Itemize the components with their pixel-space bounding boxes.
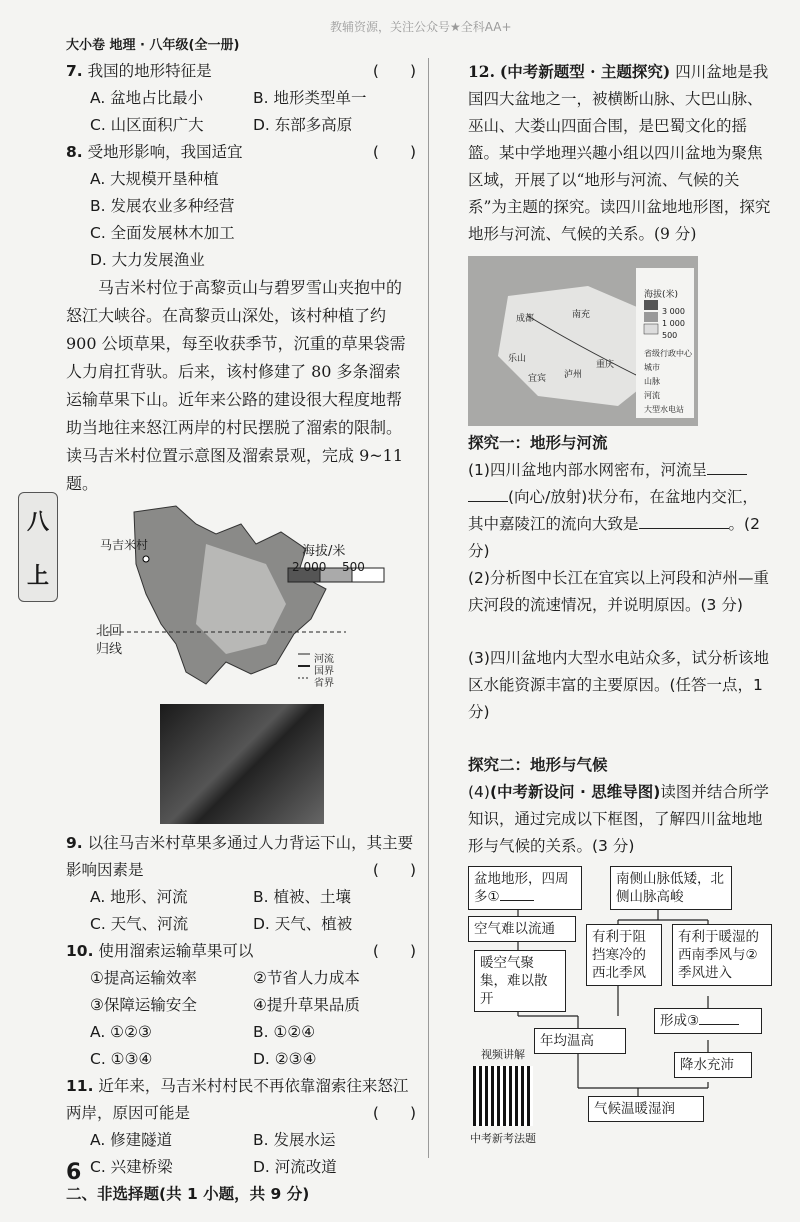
section-2-heading: 二、非选择题(共 1 小题，共 9 分) [66,1185,310,1203]
q10-options [66,1019,416,1073]
flow-box-9: 降水充沛 [674,1052,752,1078]
map2-k5: 大型水电站 [644,405,684,414]
city-luzhou: 泸州 [564,370,583,380]
option[interactable]: B. 发展农业多种经营 [90,197,235,215]
map2-l2: 1 000 [662,319,685,328]
option[interactable]: C. ①③④ [90,1050,153,1068]
q12-tag: (中考新题型 · 主题探究) [499,62,671,81]
qr-label-bottom: 中考新考法题 [470,1132,536,1145]
legend-river: 河流 [314,654,334,665]
q12-stem [468,58,773,248]
side-tab-char-1: 八 [26,509,49,535]
q10 [66,938,416,1073]
map-tropic-1: 北回 [96,624,123,639]
sichuan-basin-map [468,256,698,426]
page-header: 大小卷 地理 · 八年级(全一册) [66,38,240,53]
statement: ①提高运输效率 [90,969,197,987]
flow-box-3: 空气难以流通 [468,916,576,942]
option[interactable]: D. ②③④ [253,1050,317,1068]
q10-number: 10. [66,942,94,960]
q1-text-b: (向心/放射)状分布，在盆地内交汇，其中嘉陵江的流向大致是 [468,488,758,533]
option[interactable]: B. 植被、土壤 [253,888,351,906]
answer-paren[interactable]: ( ) [372,861,416,879]
q7-stem [66,58,416,85]
statement: ③保障运输安全 [90,996,197,1014]
answer-blank[interactable] [699,1024,739,1025]
flow-box-7: 年均温高 [534,1028,626,1054]
flow-box-5: 有利于暖湿的西南季风与② 季风进入 [672,924,772,986]
q8-text: 受地形影响，我国适宜 [87,143,243,161]
option[interactable]: B. ①②④ [253,1023,316,1041]
right-column [468,58,785,1136]
explore-1-q1 [468,457,773,565]
q7-options [66,85,416,139]
map-label-village: 马吉米村 [100,538,149,552]
flow-box-6: 暖空气聚集，难以散开 [474,950,566,1012]
explore-1-q3: (3)四川盆地内大型水电站众多，试分析该地区水能资源丰富的主要原因。(任答一点，1 分) [468,649,769,721]
explore-1-q2: (2)分析图中长江在宜宾以上河段和泸州—重庆河段的流速情况，并说明原因。(3 分) [468,569,769,614]
option[interactable]: D. 河流改道 [253,1158,337,1176]
statement: ④提升草果品质 [253,996,360,1014]
flow-box-8 [654,1008,762,1034]
q12-text: 四川盆地是我国四大盆地之一，被横断山脉、大巴山脉、巫山、大娄山四面合围，是巴蜀文化的摇篮。某中学地理兴趣小组以四川盆地为聚焦区域，开展了以“地形与河流、气候的关系”为主题的探究。读四川盆地地形图，探究地形与河流、气候的关系。(9 分) [468,63,771,243]
legend-province: 省界 [314,678,334,689]
flow-box-10: 气候温暖湿润 [588,1096,704,1122]
q10-items [66,965,416,1019]
answer-space[interactable] [468,726,773,752]
q9-number: 9. [66,834,83,852]
option[interactable]: A. ①②③ [90,1023,152,1041]
option[interactable]: B. 地形类型单一 [253,89,367,107]
statement: ②节省人力成本 [253,969,360,987]
q12-number: 12. [468,62,495,81]
map-elev-title: 海拔/米 [302,544,346,559]
reading-passage: 马吉米村位于高黎贡山与碧罗雪山夹抱中的怒江大峡谷。在高黎贡山深处，该村种植了约 900 公顷草果，每至收获季节，沉重的草果袋需人力肩扛背驮。后来，该村修建了 80 多条溜索运输草果下山。近年来公路的建设很大程度地帮助当地往来怒江两岸的村民摆脱了溜索的限制。读马吉米村位置示意图及溜索景观，完成 9~11 题。 [66,278,406,493]
option[interactable]: C. 山区面积广大 [90,116,204,134]
city-chongqing: 重庆 [596,360,615,370]
answer-paren[interactable]: ( ) [372,143,416,161]
answer-blank[interactable] [707,474,747,475]
q8-stem [66,139,416,166]
q9-options [66,884,416,938]
option[interactable]: A. 盆地占比最小 [90,89,204,107]
q1-text-c: 。(2 分) [468,515,760,560]
column-divider [428,58,429,1158]
zipline-photo [160,704,324,824]
side-tab-char-2: 上 [26,563,49,589]
answer-blank[interactable] [500,900,534,901]
answer-paren[interactable]: ( ) [372,62,416,80]
q4-text: 读图并结合所学知识，通过完成以下框图，了解四川盆地地形与气候的关系。(3 分) [468,783,769,855]
option[interactable]: C. 兴建桥梁 [90,1158,173,1176]
q7-number: 7. [66,62,83,80]
q10-text: 使用溜索运输草果可以 [98,942,254,960]
qr-label-top: 视频讲解 [481,1048,525,1061]
flow-box-1 [468,866,582,910]
q9 [66,830,416,938]
explore-1-title: 探究一：地形与河流 [468,434,608,452]
map2-legend-title: 海拔(米) [644,290,679,300]
qr-block [470,1046,536,1146]
page-number: 6 [66,1160,82,1185]
legend-border: 国界 [314,666,334,677]
q7-text: 我国的地形特征是 [87,62,212,80]
q8-number: 8. [66,143,83,161]
map2-k2: 城市 [644,363,660,372]
flow-box-8-text: 形成③ [660,1013,700,1029]
answer-blank[interactable] [468,501,508,502]
option[interactable]: D. 大力发展渔业 [90,251,205,269]
answer-blank[interactable] [639,528,729,529]
map2-k3: 山脉 [644,377,660,386]
map2-l1: 3 000 [662,307,685,316]
answer-paren[interactable]: ( ) [372,1104,416,1122]
option[interactable]: C. 天气、河流 [90,915,189,933]
q11-number: 11. [66,1077,94,1095]
answer-paren[interactable]: ( ) [372,942,416,960]
explore-2-title: 探究二：地形与气候 [468,756,608,774]
option[interactable]: D. 天气、植被 [253,915,353,933]
option[interactable]: A. 地形、河流 [90,888,188,906]
city-chengdu: 成都 [516,314,535,324]
flow-box-2: 南侧山脉低矮，北侧山脉高峻 [610,866,732,910]
option[interactable]: A. 大规模开垦种植 [90,170,219,188]
q11-text: 近年来，马吉米村村民不再依靠溜索往来怒江两岸，原因可能是 [66,1077,409,1122]
city-leshan: 乐山 [508,354,527,364]
q1-text-a: (1)四川盆地内部水网密布，河流呈 [468,461,707,479]
option[interactable]: D. 东部多高原 [253,116,353,134]
watermark: 教辅资源，关注公众号★全科AA+ [330,20,512,34]
city-nanchong: 南充 [572,310,591,320]
flow-box-1-text: 盆地地形，四周多① [474,871,569,905]
answer-space[interactable] [468,619,773,645]
q4-tag: (中考新设问 · 思维导图) [489,783,661,801]
map2-k1: 省级行政中心 [644,349,692,358]
city-yibin: 宜宾 [528,374,547,384]
flow-box-4: 有利于阻挡寒冷的西北季风 [586,924,662,986]
map2-k4: 河流 [644,391,660,400]
explore-2-q4: (4)(中考新设问 · 思维导图)读图并结合所学知识，通过完成以下框图，了解四川盆地地形与气候的关系。(3 分) [468,783,769,855]
option[interactable]: A. 修建隧道 [90,1131,173,1149]
q8-options [66,166,416,274]
qr-code[interactable] [473,1066,533,1126]
q11 [66,1073,416,1181]
map-elev-500: 500 [342,560,365,574]
q9-text: 以往马吉米村草果多通过人力背运下山，其主要影响因素是 [66,834,414,879]
option[interactable]: B. 发展水运 [253,1131,336,1149]
left-column [66,58,416,1208]
option[interactable]: C. 全面发展林木加工 [90,224,235,242]
grade-side-tab [18,492,58,602]
map-elev-2000: 2 000 [292,560,327,574]
q11-options [66,1127,416,1181]
map-tropic-2: 归线 [96,642,123,657]
map2-l3: 500 [662,331,678,340]
yunnan-location-map [66,504,396,694]
